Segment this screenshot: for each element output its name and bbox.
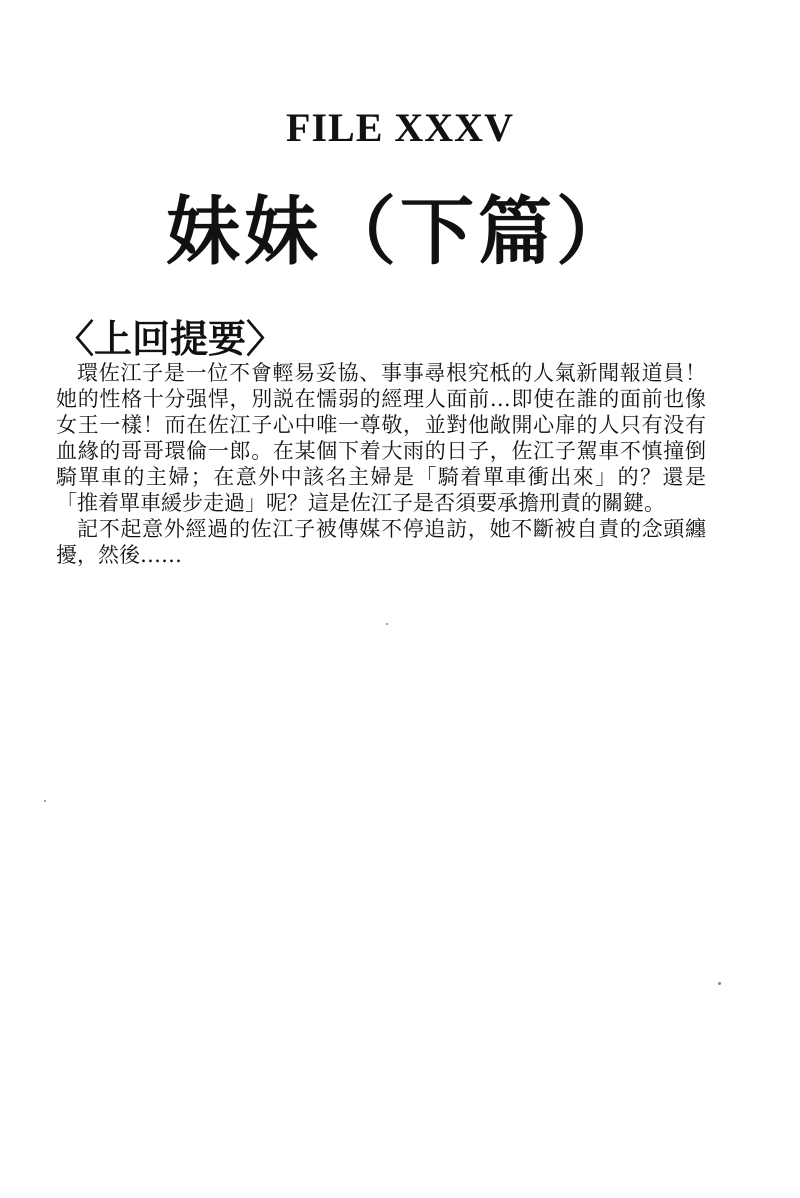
recap-summary bbox=[56, 360, 706, 568]
recap-paragraph: 記不起意外經過的佐江子被傳媒不停追訪，她不斷被自責的念頭纏擾，然後…… bbox=[56, 517, 706, 567]
file-number: FILE XXXV bbox=[286, 105, 514, 150]
recap-paragraph: 環佐江子是一位不會輕易妥協、事事尋根究柢的人氣新聞報道員！她的性格十分强悍，別説在懦弱的經理人面前…即使在誰的面前也像女王一樣！而在佐江子心中唯一尊敬，並對他敞開心扉的人只有没有血緣的哥哥環倫一郎。在某個下着大雨的日子，佐江子駕車不慎撞倒騎單車的主婦；在意外中該名主婦是「騎着單車衝出來」的？還是「推着單車緩步走過」呢？這是佐江子是否須要承擔刑責的關鍵。 bbox=[56, 361, 706, 515]
scan-speck bbox=[386, 623, 388, 625]
chapter-title: 妹妹（下篇） bbox=[166, 189, 634, 275]
scan-speck bbox=[44, 800, 46, 802]
scan-speck bbox=[718, 982, 721, 985]
recap-heading: 〈上回提要〉 bbox=[56, 316, 285, 361]
